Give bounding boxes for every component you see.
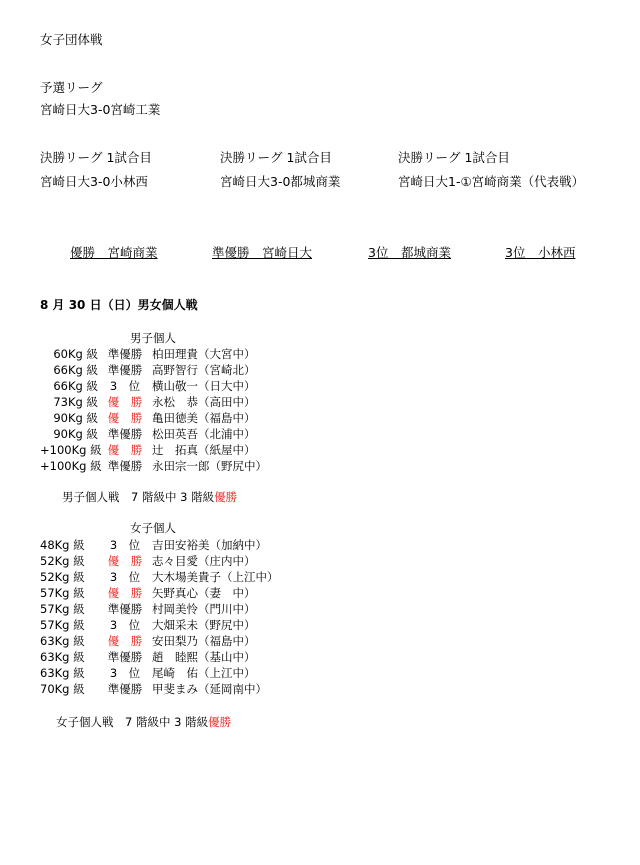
- rank: 準優勝: [107, 459, 143, 473]
- men-summary-prefix: 男子個人戦 7 階級中 3 階級: [62, 490, 215, 504]
- rank: 準優勝: [107, 682, 143, 696]
- athlete-name: 大畑采未（野尻中）: [152, 618, 256, 632]
- rank: 優 勝: [107, 395, 143, 409]
- standing-3: 3位 都城商業: [368, 245, 451, 260]
- athlete-name: 横山敬一（日大中）: [152, 379, 256, 393]
- weight-class: 90Kg 級: [53, 411, 98, 425]
- athlete-name: 吉田安裕美（加納中）: [152, 538, 267, 552]
- athlete-name: 安田梨乃（福島中）: [152, 634, 256, 648]
- athlete-name: 村岡美怜（門川中）: [152, 602, 256, 616]
- men-summary-highlight: 優勝: [214, 490, 238, 504]
- athlete-name: 志々目愛（庄内中）: [152, 554, 256, 568]
- women-summary-prefix: 女子個人戦 7 階級中 3 階級: [56, 715, 209, 729]
- result-row: [40, 378, 256, 394]
- standing-1: 優勝 宮崎商業: [70, 245, 158, 260]
- athlete-name: 松田英吾（北浦中）: [152, 427, 256, 441]
- weight-class: 57Kg 級: [40, 586, 85, 600]
- result-row: [40, 681, 267, 697]
- result-row: [40, 394, 256, 410]
- result-row: [40, 665, 256, 681]
- men-summary: [62, 489, 237, 505]
- rank: 優 勝: [107, 411, 143, 425]
- result-row: [40, 426, 256, 442]
- prelim-result: 宮崎日大3-0宮崎工業: [40, 102, 161, 117]
- women-summary: [56, 714, 231, 730]
- weight-class: 66Kg 級: [53, 379, 98, 393]
- rank: 3 位: [109, 538, 141, 552]
- rank: 優 勝: [107, 443, 143, 457]
- result-row: [40, 617, 256, 633]
- weight-class: 63Kg 級: [40, 634, 85, 648]
- standing-2: 準優勝 宮崎日大: [212, 245, 313, 260]
- prelim-heading: 予選リーグ: [40, 80, 103, 95]
- weight-class: 52Kg 級: [40, 570, 85, 584]
- weight-class: 70Kg 級: [40, 682, 85, 696]
- athlete-name: 高野智行（宮崎北）: [152, 363, 256, 377]
- rank: 優 勝: [107, 634, 143, 648]
- final-result-2: 宮崎日大3-0都城商業: [220, 174, 341, 189]
- result-row: [40, 553, 256, 569]
- result-row: [40, 649, 256, 665]
- result-row: [40, 569, 279, 585]
- result-row: [40, 585, 256, 601]
- rank: 3 位: [109, 666, 141, 680]
- weight-class: 63Kg 級: [40, 650, 85, 664]
- document-title: 女子団体戦: [40, 32, 103, 47]
- rank: 準優勝: [107, 427, 143, 441]
- weight-class: 63Kg 級: [40, 666, 85, 680]
- rank: 優 勝: [107, 554, 143, 568]
- date-heading: 8 月 30 日（日）男女個人戦: [40, 298, 198, 312]
- women-heading: 女子個人: [130, 521, 176, 535]
- weight-class: 57Kg 級: [40, 618, 85, 632]
- final-heading-1: 決勝リーグ 1試合目: [40, 150, 152, 165]
- athlete-name: 永田宗一郎（野尻中）: [152, 459, 267, 473]
- rank: 準優勝: [107, 602, 143, 616]
- athlete-name: 永松 恭（高田中）: [152, 395, 256, 409]
- final-result-3: 宮崎日大1-①宮崎商業（代表戦）: [398, 174, 585, 189]
- result-row: [40, 601, 256, 617]
- weight-class: 73Kg 級: [53, 395, 98, 409]
- rank: 3 位: [109, 570, 141, 584]
- rank: 準優勝: [107, 363, 143, 377]
- athlete-name: 趙 睦熙（基山中）: [152, 650, 256, 664]
- weight-class: 66Kg 級: [53, 363, 98, 377]
- final-heading-2: 決勝リーグ 1試合目: [220, 150, 332, 165]
- result-row: [40, 442, 256, 458]
- result-row: [40, 346, 256, 362]
- athlete-name: 矢野真心（妻 中）: [152, 586, 256, 600]
- women-summary-highlight: 優勝: [208, 715, 232, 729]
- men-heading: 男子個人: [130, 331, 176, 345]
- result-row: [40, 633, 256, 649]
- rank: 優 勝: [107, 586, 143, 600]
- result-row: [40, 410, 256, 426]
- result-row: [40, 362, 256, 378]
- rank: 3 位: [109, 618, 141, 632]
- weight-class: 90Kg 級: [53, 427, 98, 441]
- athlete-name: 尾崎 佑（上江中）: [152, 666, 256, 680]
- final-heading-3: 決勝リーグ 1試合目: [398, 150, 510, 165]
- result-row: [40, 537, 267, 553]
- athlete-name: 大木場美貴子（上江中）: [152, 570, 279, 584]
- rank: 準優勝: [107, 650, 143, 664]
- weight-class: 60Kg 級: [53, 347, 98, 361]
- weight-class: 52Kg 級: [40, 554, 85, 568]
- final-result-1: 宮崎日大3-0小林西: [40, 174, 148, 189]
- standing-4: 3位 小林西: [505, 245, 576, 260]
- weight-class: 57Kg 級: [40, 602, 85, 616]
- athlete-name: 甲斐まみ（延岡南中）: [152, 682, 267, 696]
- weight-class: +100Kg 級: [40, 443, 102, 457]
- rank: 準優勝: [107, 347, 143, 361]
- rank: 3 位: [109, 379, 141, 393]
- weight-class: +100Kg 級: [40, 459, 102, 473]
- athlete-name: 辻 拓真（紙屋中）: [152, 443, 256, 457]
- athlete-name: 柏田理貴（大宮中）: [152, 347, 256, 361]
- weight-class: 48Kg 級: [40, 538, 85, 552]
- result-row: [40, 458, 267, 474]
- athlete-name: 亀田徳美（福島中）: [152, 411, 256, 425]
